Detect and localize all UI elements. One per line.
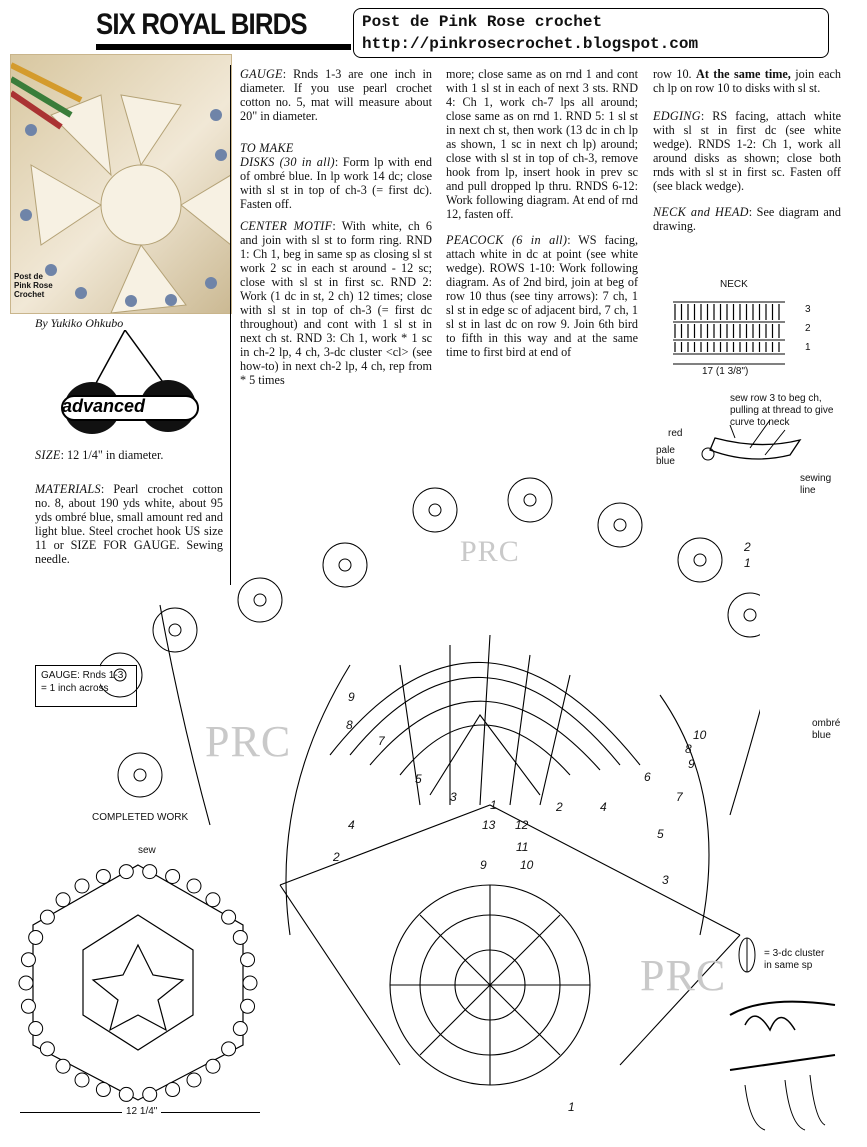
completed-disk <box>96 869 110 883</box>
photo-center-motif <box>101 165 181 245</box>
disks-label: DISKS (30 in all) <box>240 155 335 169</box>
completed-disk <box>241 999 255 1013</box>
skill-level-label: advanced <box>62 396 146 416</box>
completed-disk <box>56 1059 70 1073</box>
neck-sew-note: sew row 3 to beg ch, pulling at thread to give curve to neck <box>730 393 834 428</box>
completed-disk <box>233 930 247 944</box>
cluster-how-to-drawing <box>725 985 840 1135</box>
neck-head-text: : See diagram and drawing. <box>653 205 841 233</box>
edging-disk <box>598 503 642 547</box>
page-title: SIX ROYAL BIRDS <box>96 8 307 41</box>
size-label: SIZE <box>35 448 61 462</box>
completed-work-diagram <box>8 855 268 1105</box>
completed-disk <box>119 1087 133 1101</box>
neck-row-1: 1 <box>805 342 811 353</box>
center-motif-label: CENTER MOTIF <box>240 219 333 233</box>
stamp-line-2[interactable]: http://pinkrosecrochet.blogspot.com <box>362 35 699 53</box>
neck-red-label: red <box>668 428 683 439</box>
column-edging <box>653 67 841 233</box>
edging-label: EDGING <box>653 109 701 123</box>
photo-credit: Post de Pink Rose Crochet <box>14 272 53 299</box>
completed-disk <box>75 1073 89 1087</box>
designer-byline: By Yukiko Ohkubo <box>35 316 124 330</box>
completed-disk <box>243 976 257 990</box>
same-time-text: At the same time, <box>696 67 791 81</box>
watermark-1: PRC <box>460 535 520 568</box>
neck-pale-blue-label: pale blue <box>656 445 675 467</box>
rounds-continued: more; close same as on rnd 1 and cont with 1 sl st in each of next 3 sts. RND 4: Ch 1, work ch-7 lps all around; close same as on rnd 1. RND 5: 1 sl st in next ch st, then work (13 dc in ch lp as shown, 1 sc in next ch lp) around; close with sl st in top of ch-3, remove hook from lp, insert hook in prev sc and pull dropped lp thru. RNDS 6-12: Work following diagram. At end of rnd 12, fasten off. <box>446 67 638 221</box>
completed-disk <box>166 869 180 883</box>
sewing-line-label: sewing line <box>800 473 832 496</box>
neck-head-label: NECK and HEAD <box>653 205 749 219</box>
completed-disk <box>206 1059 220 1073</box>
completed-disk <box>40 910 54 924</box>
row10-text: row 10. <box>653 67 692 81</box>
neck-width-label: 17 (1 3/8") <box>702 366 749 377</box>
edging-disk <box>678 538 722 582</box>
materials-label: MATERIALS <box>35 482 101 496</box>
photo-bird-4 <box>31 165 101 245</box>
completed-diameter: 12 1/4" <box>122 1106 161 1117</box>
completed-disk <box>96 1083 110 1097</box>
completed-disk <box>206 893 220 907</box>
completed-disk <box>222 910 236 924</box>
completed-disk <box>143 1087 157 1101</box>
completed-star <box>93 945 183 1030</box>
column-gauge-instructions <box>240 67 432 387</box>
ombre-blue-label: ombré blue <box>812 718 841 741</box>
completed-disk <box>40 1042 54 1056</box>
completed-disk <box>222 1042 236 1056</box>
completed-disk <box>166 1083 180 1097</box>
completed-disk <box>29 930 43 944</box>
gauge-text: : Rnds 1-3 are one inch in diameter. If you use pearl crochet cotton no. 5, mat will measure about 20" in diameter. <box>240 67 432 123</box>
skill-level-badge <box>40 330 200 440</box>
stamp-line-1: Post de Pink Rose crochet <box>362 13 603 31</box>
sew-label: sew <box>138 845 156 856</box>
neck-row-2: 2 <box>805 323 811 334</box>
pencil-3 <box>11 93 61 127</box>
watermark-3: PRC <box>640 951 727 1000</box>
peacock-label: PEACOCK (6 in all) <box>446 233 568 247</box>
materials-text: : Pearl crochet cotton no. 8, about 190 yds white, about 95 yds ombré blue, small amount red and light blue. Steel crochet hook US size 11 or SIZE FOR GAUGE. Sewing needle. <box>35 482 223 566</box>
completed-disk <box>241 953 255 967</box>
edging-disk <box>238 578 282 622</box>
cluster-symbol-icon <box>735 935 759 975</box>
to-make-heading: TO MAKE <box>240 141 294 155</box>
edging-disk <box>508 478 552 522</box>
edging-disk <box>118 753 162 797</box>
completed-disk <box>56 893 70 907</box>
completed-disk <box>21 999 35 1013</box>
completed-disk <box>187 879 201 893</box>
join-text: join each ch lp on row 10 to disks with sl st. <box>653 67 841 95</box>
completed-disk <box>143 865 157 879</box>
completed-disk <box>187 1073 201 1087</box>
completed-disk <box>19 976 33 990</box>
watermark-2: PRC <box>205 717 292 766</box>
photo-bird-1 <box>121 95 181 165</box>
neck-row-3: 3 <box>805 304 811 315</box>
center-motif-text: : With white, ch 6 and join with sl st to form ring. RND 1: Ch 1, beg in same sp as closing sl st work 2 sc in each st around - 12 sc; close with sl st in first sc. RND 2: Work (1 dc in st, 2 ch) 12 times; close with sl st in top of ch-3 (= first dc throughout) and cont with 1 sl st in next ch st. RND 3: Ch 1, work * 1 sc in ch-2 lp, 4 ch, 3-dc cluster <cl> (see how-to) in next ch-2 lp, 4 ch, rep from * 5 times <box>240 219 432 387</box>
edging-text: : RS facing, attach white with sl st in first dc (see white wedge). RNDS 1-2: Ch 1, work all around disks as shown; close both rnds with sl st in first sc. Fasten off (see black wedge). <box>653 109 841 193</box>
title-underline <box>96 44 351 50</box>
peacock-text: : WS facing, attach white in dc at point (see white wedge). ROWS 1-10: Work following diagram. As of 2nd bird, join at beg of row 10 thus (see tiny arrows): 7 ch, 1 sl st in edge sc of adjacent bird, 7 ch, 1 sl st in last dc on row 9. Join 6th bird to fifth in this way and at the same time to first bird at end of <box>446 233 638 359</box>
column-rounds-peacock <box>446 67 638 359</box>
source-stamp <box>353 8 829 58</box>
disks-text: : Form lp with end of ombré blue. In lp work 14 dc; close with sl st in top of ch-3 (= first dc). Fasten off. <box>240 155 432 211</box>
gauge-callout: GAUGE: Rnds 1-3 = 1 inch across <box>35 665 137 707</box>
gauge-label: GAUGE <box>240 67 283 81</box>
edging-disk <box>413 488 457 532</box>
completed-disk <box>75 879 89 893</box>
neck-diagram-title: NECK <box>720 279 748 290</box>
completed-disk <box>21 953 35 967</box>
cluster-legend: = 3-dc cluster in same sp <box>764 948 825 971</box>
completed-disk <box>233 1022 247 1036</box>
edging-disk <box>323 543 367 587</box>
completed-disk <box>29 1022 43 1036</box>
size-text: : 12 1/4" in diameter. <box>60 448 164 462</box>
completed-work-title: COMPLETED WORK <box>92 812 189 823</box>
edging-disk <box>153 608 197 652</box>
completed-disk <box>119 865 133 879</box>
photo-bird-2 <box>181 175 231 245</box>
